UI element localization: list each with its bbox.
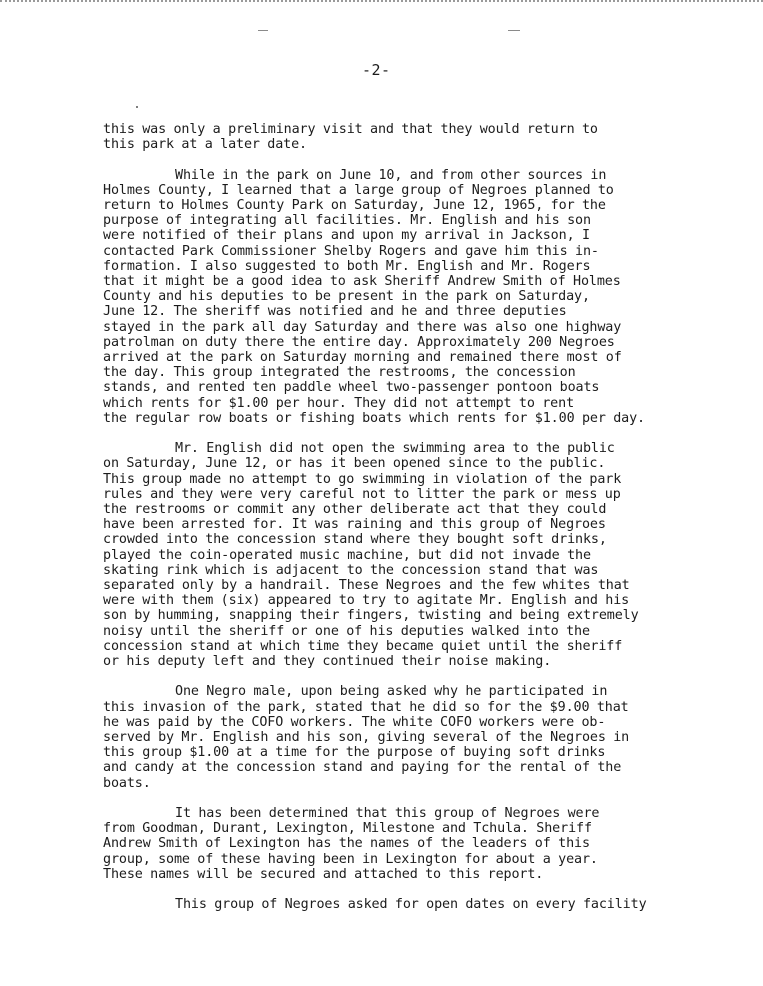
text-line: served by Mr. English and his son, giving several of the Negroes in [103, 730, 630, 746]
paragraph-gap [103, 669, 743, 684]
paragraph-gap [103, 791, 743, 806]
text-line: Andrew Smith of Lexington has the names of the leaders of this [103, 836, 590, 852]
text-line: he was paid by the COFO workers. The white COFO workers were ob- [103, 714, 606, 730]
text-line: Holmes County, I learned that a large group of Negroes planned to [103, 182, 614, 198]
text-line: These names will be secured and attached to this report. [103, 866, 544, 882]
text-line: group, some of these having been in Lexington for about a year. [103, 851, 598, 867]
scan-mark [508, 30, 520, 31]
text-line: contacted Park Commissioner Shelby Rogers and gave him this in- [103, 243, 599, 259]
text-line: return to Holmes County Park on Saturday, June 12, 1965, for the [103, 198, 606, 213]
scan-mark [258, 30, 268, 31]
paragraph-gap [103, 152, 743, 167]
text-line: crowded into the concession stand where they bought soft drinks, [103, 532, 607, 548]
text-line: which rents for $1.00 per hour. They did not attempt to rent [103, 395, 575, 411]
text-line: the restrooms or commit any other deliberate act that they could [103, 502, 607, 518]
page-number: -2- [362, 61, 391, 79]
text-line: boats. [103, 775, 151, 791]
text-line: that it might be a good idea to ask Sheriff Andrew Smith of Holmes [103, 274, 621, 290]
text-line: skating rink which is adjacent to the concession stand that was [103, 562, 599, 578]
text-line: this invasion of the park, stated that he did so for the $9.00 that [103, 699, 629, 715]
text-line: While in the park on June 10, and from other sources in [175, 167, 607, 183]
text-line: rules and they were very careful not to litter the park or mess up [103, 486, 621, 502]
paragraph [103, 168, 743, 426]
paragraph [103, 122, 743, 152]
text-line: separated only by a handrail. These Negroes and the few whites that [103, 578, 630, 594]
document-body [103, 122, 743, 912]
text-line: this group $1.00 at a time for the purpose of buying soft drinks [103, 745, 606, 761]
paragraph [103, 684, 743, 790]
text-line: stayed in the park all day Saturday and there was also one highway [103, 319, 622, 335]
text-line: from Goodman, Durant, Lexington, Milestone and Tchula. Sheriff [103, 821, 592, 837]
text-line: and candy at the concession stand and paying for the rental of the [103, 760, 622, 776]
text-line: This group of Negroes asked for open dates on every facility [175, 897, 647, 913]
text-line: concession stand at which time they became quiet until the sheriff [103, 638, 623, 654]
text-line: this park at a later date. [103, 137, 307, 153]
text-line: One Negro male, upon being asked why he participated in [175, 684, 608, 700]
text-line: This group made no attempt to go swimming in violation of the park [103, 471, 622, 487]
text-line: this was only a preliminary visit and that they would return to [103, 122, 598, 137]
paragraph-gap [103, 426, 743, 441]
paragraph [103, 806, 743, 882]
top-perforation-rule [0, 0, 763, 5]
paragraph [103, 441, 743, 669]
text-line: stands, and rented ten paddle wheel two-passenger pontoon boats [103, 380, 600, 396]
text-line: noisy until the sheriff or one of his deputies walked into the [103, 623, 590, 639]
text-line: played the coin-operated music machine, but did not invade the [103, 547, 591, 563]
text-line: June 12. The sheriff was notified and he and three deputies [103, 304, 567, 320]
text-line: arrived at the park on Saturday morning and remained there most of [103, 350, 622, 366]
text-line: the day. This group integrated the restrooms, the concession [103, 365, 576, 381]
text-line: son by humming, snapping their fingers, twisting and being extremely [103, 608, 639, 624]
scan-speck [136, 106, 138, 108]
paragraph [103, 897, 743, 912]
text-line: formation. I also suggested to both Mr. English and Mr. Rogers [103, 258, 591, 274]
text-line: County and his deputies to be present in the park on Saturday, [103, 289, 590, 305]
text-line: were with them (six) appeared to try to agitate Mr. English and his [103, 593, 630, 609]
text-line: Mr. English did not open the swimming area to the public [175, 441, 615, 457]
paragraph-gap [103, 882, 743, 897]
text-line: the regular row boats or fishing boats which rents for $1.00 per day. [103, 410, 645, 426]
text-line: It has been determined that this group of Negroes were [175, 806, 600, 822]
text-line: purpose of integrating all facilities. Mr. English and his son [103, 213, 591, 229]
text-line: on Saturday, June 12, or has it been opened since to the public. [103, 456, 606, 472]
text-line: have been arrested for. It was raining and this group of Negroes [103, 517, 606, 533]
text-line: or his deputy left and they continued their noise making. [103, 654, 552, 670]
text-line: patrolman on duty there the entire day. Approximately 200 Negroes [103, 334, 615, 350]
text-line: were notified of their plans and upon my arrival in Jackson, I [103, 228, 590, 244]
